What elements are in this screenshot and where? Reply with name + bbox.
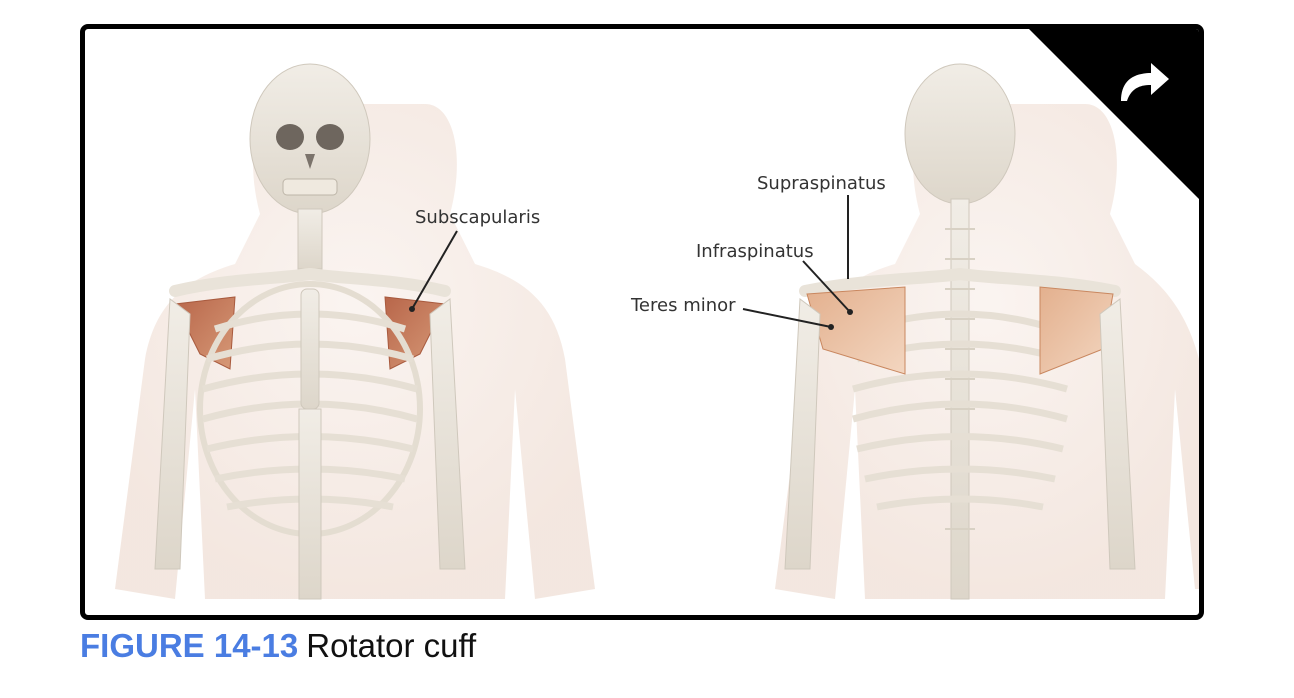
- front-view-figure: [115, 64, 595, 599]
- share-button[interactable]: [1029, 29, 1199, 199]
- figure-title: Rotator cuff: [306, 627, 477, 664]
- supraspinatus-annotation: [757, 173, 886, 279]
- subscapularis-label: Subscapularis: [415, 207, 541, 228]
- figure-caption: [80, 624, 476, 668]
- figure-frame: [80, 24, 1204, 620]
- teres-minor-label: Teres minor: [631, 295, 736, 316]
- infraspinatus-label: Infraspinatus: [696, 241, 814, 262]
- supraspinatus-label: Supraspinatus: [757, 173, 886, 194]
- figure-label: FIGURE 14-13: [80, 627, 299, 664]
